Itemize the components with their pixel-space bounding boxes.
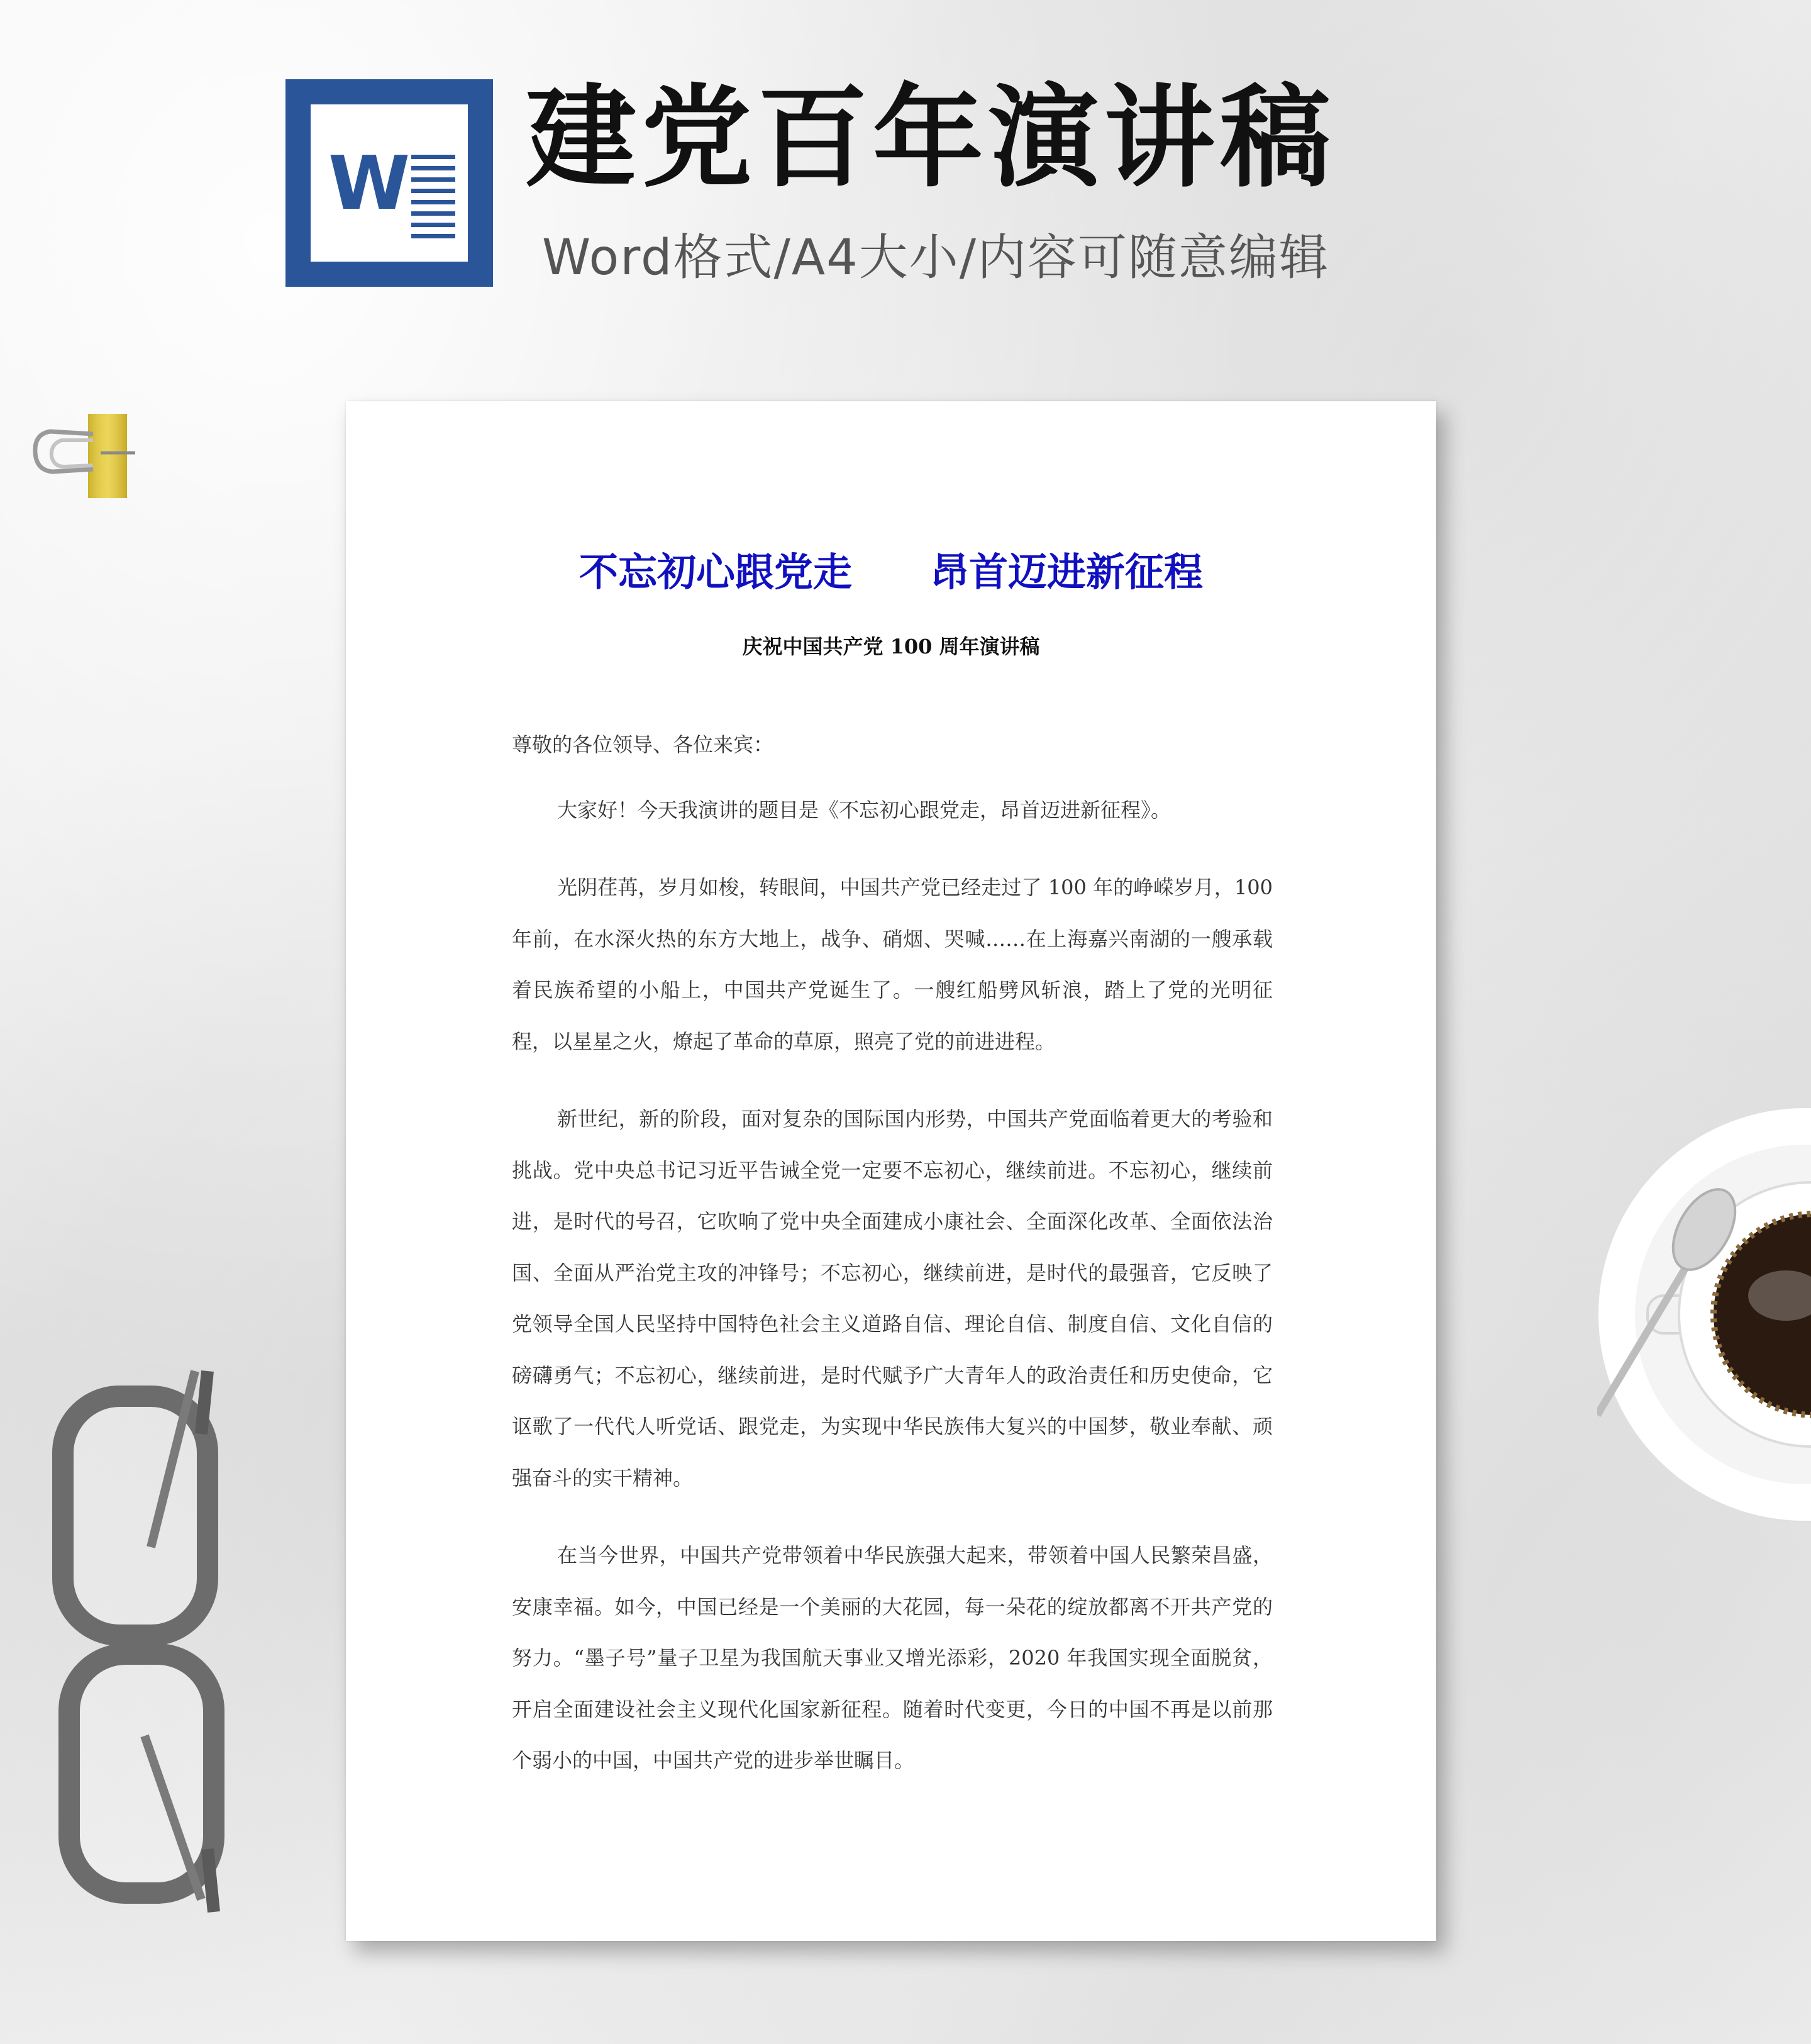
- page-subtitle: Word格式/A4大小/内容可随意编辑: [542, 230, 1330, 286]
- word-logo-lines: [411, 155, 455, 245]
- document-paragraph: 大家好！今天我演讲的题目是《不忘初心跟党走，昂首迈进新征程》。: [557, 797, 1171, 822]
- document-paragraph: 在当今世界，中国共产党带领着中华民族强大起来，带领着中国人民繁荣昌盛，安康幸福。如今，中国已经是一个美丽的大花园，每一朵花的绽放都离不开共产党的努力。“墨子号”量子卫星为我国航天事业又增光添彩，2020 年我国实现全面脱贫，开启全面建设社会主义现代化国家新征程。随着时代变更，今日的中国不再是以前那个弱小的中国，中国共产党的进步举世瞩目。: [512, 1543, 1273, 1772]
- glasses-icon: [50, 1358, 239, 1925]
- word-logo-icon: [285, 79, 493, 287]
- word-logo-sheet: [311, 104, 468, 262]
- document-greeting: 尊敬的各位领导、各位来宾：: [512, 733, 774, 757]
- document-page: [346, 401, 1436, 1941]
- coffee-cup-icon: [1597, 1094, 1811, 1535]
- word-logo-letter: W: [328, 140, 411, 226]
- document-title: 不忘初心跟党走 昂首迈进新征程: [579, 549, 1203, 595]
- document-paragraph: 新世纪，新的阶段，面对复杂的国际国内形势，中国共产党面临着更大的考验和挑战。党中央总书记习近平告诫全党一定要不忘初心，继续前进。不忘初心，继续前进，是时代的号召，它吹响了党中央全面建成小康社会、全面深化改革、全面依法治国、全面从严治党主攻的冲锋号；不忘初心，继续前进，是时代的最强音，它反映了党领导全国人民坚持中国特色社会主义道路自信、理论自信、制度自信、文化自信的磅礴勇气；不忘初心，继续前进，是时代赋予广大青年人的政治责任和历史使命，它讴歌了一代代人听党话、跟党走，为实现中华民族伟大复兴的中国梦，敬业奉献、顽强奋斗的实干精神。: [512, 1107, 1273, 1490]
- document-paragraph: 光阴荏苒，岁月如梭，转眼间，中国共产党已经走过了 100 年的峥嵘岁月，100 年前，在水深火热的东方大地上，战争、硝烟、哭喊……在上海嘉兴南湖的一艘承载着民族希望的小船上，中国共产党诞生了。一艘红船劈风斩浪，踏上了党的光明征程，以星星之火，燎起了革命的草原，照亮了党的前进进程。: [512, 875, 1273, 1053]
- document-subtitle: 庆祝中国共产党 100 周年演讲稿: [742, 635, 1040, 658]
- page-title: 建党百年演讲稿: [526, 74, 1336, 203]
- binder-clip-icon: [25, 409, 138, 503]
- document-body: [512, 719, 1273, 1813]
